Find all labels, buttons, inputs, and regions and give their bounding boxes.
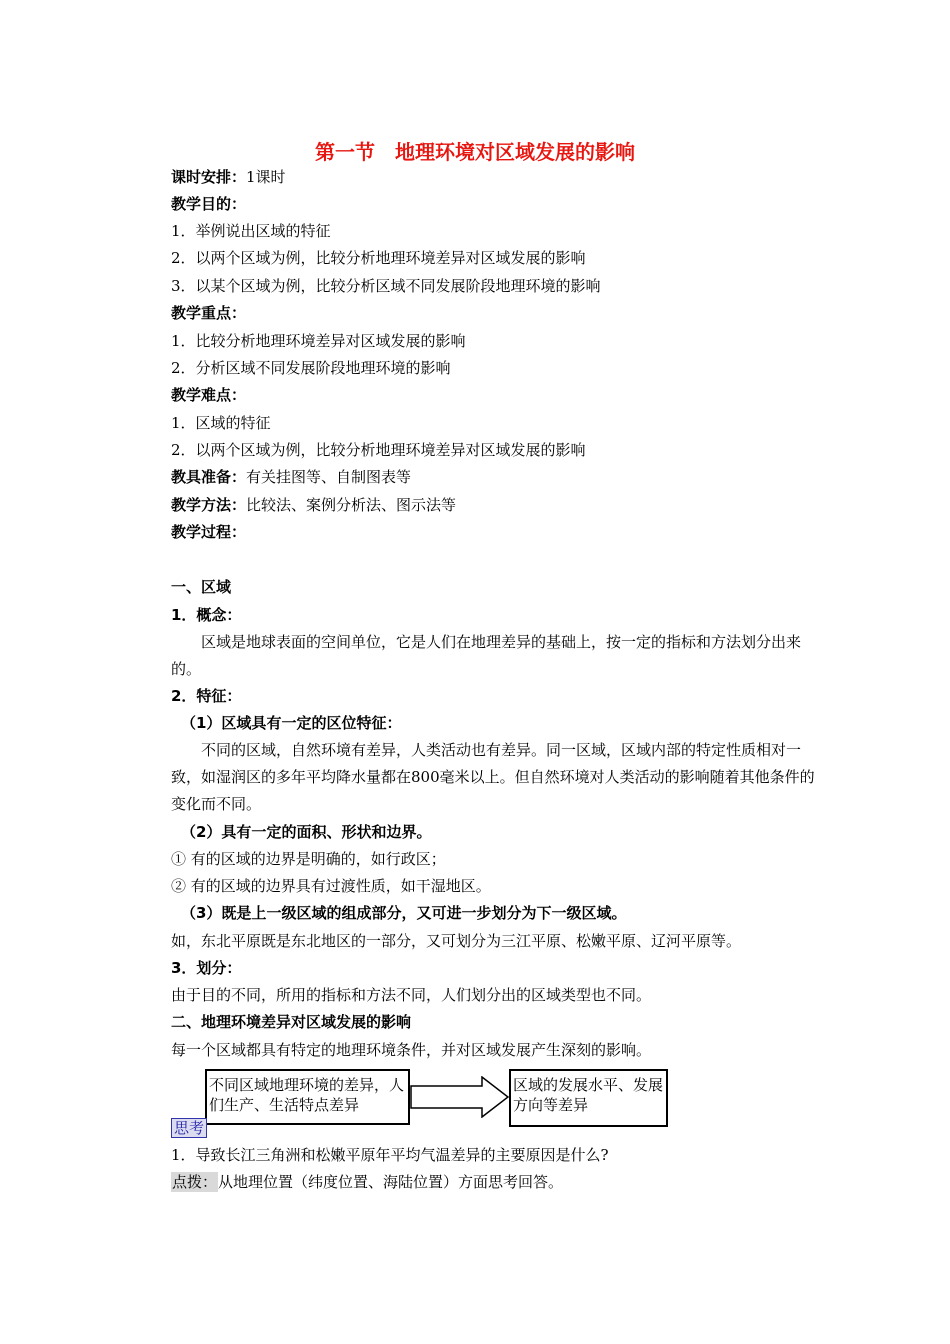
key-item: 1．比较分析地理环境差异对区域发展的影响 xyxy=(171,332,466,350)
division-text: 由于目的不同，所用的指标和方法不同，人们划分出的区域类型也不同。 xyxy=(171,986,652,1004)
page-title: 第一节 地理环境对区域发展的影响 xyxy=(315,140,635,164)
section1-heading: 一、区域 xyxy=(171,578,232,596)
features-heading: 2．特征： xyxy=(171,687,242,705)
feature2-item: ② 有的区域的边界具有过渡性质，如干湿地区。 xyxy=(171,877,491,895)
feature1-text: 不同的区域，自然环境有差异，人类活动也有差异。同一区域，区域内部的特定性质相对一致，如湿润区的多年平均降水量都在800毫米以上。但自然环境对人类活动的影响随着其他条件的变化而不同。 xyxy=(171,741,815,813)
hint-row xyxy=(171,1172,563,1192)
goal-item: 2．以两个区域为例，比较分析地理环境差异对区域发展的影响 xyxy=(171,249,586,267)
tools-row xyxy=(171,467,411,487)
concept-text: 区域是地球表面的空间单位，它是人们在地理差异的基础上，按一定的指标和方法划分出来的。 xyxy=(171,633,802,678)
difficulty-label: 教学难点： xyxy=(171,386,247,404)
goal-item: 3．以某个区域为例，比较分析区域不同发展阶段地理环境的影响 xyxy=(171,277,601,295)
hint-tag: 点拨： xyxy=(172,1173,218,1191)
feature3-text: 如，东北平原既是东北地区的一部分，又可划分为三江平原、松嫩平原、辽河平原等。 xyxy=(171,932,742,950)
process-label: 教学过程： xyxy=(171,523,247,541)
schedule-label: 课时安排： xyxy=(171,168,247,186)
key-item: 2．分析区域不同发展阶段地理环境的影响 xyxy=(171,359,451,377)
hint-text: 从地理位置（纬度位置、海陆位置）方面思考回答。 xyxy=(218,1173,564,1191)
question-1: 1．导致长江三角洲和松嫩平原年平均气温差异的主要原因是什么? xyxy=(171,1146,609,1164)
difficulty-item: 1．区域的特征 xyxy=(171,414,271,432)
methods-value: 比较法、案例分析法、图示法等 xyxy=(246,496,457,514)
tools-label: 教具准备： xyxy=(171,468,247,486)
key-label: 教学重点： xyxy=(171,304,247,322)
section2-intro: 每一个区域都具有特定的地理环境条件，并对区域发展产生深刻的影响。 xyxy=(171,1041,652,1059)
goals-label: 教学目的： xyxy=(171,195,247,213)
methods-label: 教学方法： xyxy=(171,496,247,514)
schedule-row xyxy=(171,167,286,187)
think-tag: 思考 xyxy=(171,1118,207,1138)
difficulty-item: 2．以两个区域为例，比较分析地理环境差异对区域发展的影响 xyxy=(171,441,586,459)
division-heading: 3．划分： xyxy=(171,959,242,977)
feature1-heading: （1）区域具有一定的区位特征： xyxy=(181,714,402,732)
tools-value: 有关挂图等、自制图表等 xyxy=(246,468,412,486)
methods-row xyxy=(171,495,456,515)
feature2-heading: （2）具有一定的面积、形状和边界。 xyxy=(181,823,432,841)
diagram-arrow-icon xyxy=(410,1076,510,1118)
feature2-item: ① 有的区域的边界是明确的，如行政区； xyxy=(171,850,446,868)
diagram-box-left: 不同区域地理环境的差异，人们生产、生活特点差异 xyxy=(205,1069,410,1125)
concept-heading: 1．概念： xyxy=(171,606,242,624)
goal-item: 1．举例说出区域的特征 xyxy=(171,222,331,240)
feature3-heading: （3）既是上一级区域的组成部分，又可进一步划分为下一级区域。 xyxy=(181,904,627,922)
schedule-value: 1课时 xyxy=(246,168,286,186)
diagram-box-right: 区域的发展水平、发展方向等差异 xyxy=(509,1069,668,1127)
section2-heading: 二、地理环境差异对区域发展的影响 xyxy=(171,1013,412,1031)
